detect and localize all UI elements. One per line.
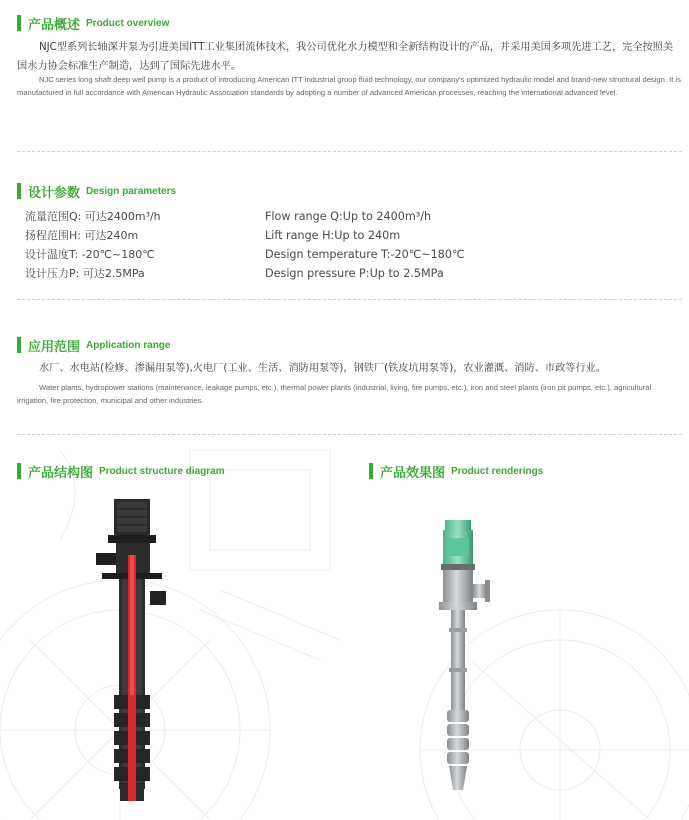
application-heading	[17, 336, 170, 354]
structure-title-cn: 产品结构图	[28, 465, 94, 481]
section-divider	[17, 434, 682, 435]
param-flow-cn: 流量范围Q: 可达2400m³/h	[25, 210, 161, 223]
design-title-cn: 设计参数	[28, 185, 81, 201]
param-flow-en: Flow range Q:Up to 2400m³/h	[265, 210, 432, 223]
heading-accent-bar	[17, 15, 21, 31]
renderings-title-cn: 产品效果图	[380, 465, 446, 481]
application-text-cn: 水厂、水电站(检修、渗漏用泵等),火电厂(工业、生活、消防用泵等)，钢铁厂(铁皮坑用泵等)，农业灌溉、消防、市政等行业。	[39, 363, 607, 374]
heading-accent-bar	[17, 183, 21, 199]
overview-heading	[17, 14, 169, 32]
renderings-title-en: Product renderings	[451, 465, 544, 477]
pump-rendering-image	[425, 518, 505, 798]
param-temperature-cn: 设计温度T: -20℃~180℃	[25, 248, 155, 261]
structure-heading	[17, 462, 225, 480]
overview-text-en: NJC series long shaft deep well pump is a product of introducing American ITT industrial group fluid technology, our company's optimized hydraulic model and brand-new structural design. It is manufactured in full accordance with American Hydraulic Association standards by adopting a number of advanced American processes, reaching the international advanced level.	[17, 75, 681, 97]
overview-title-en: Product overview	[86, 17, 170, 29]
param-temperature-en: Design temperature T:-20℃~180℃	[265, 248, 465, 261]
design-heading	[17, 182, 176, 200]
section-divider	[17, 151, 682, 152]
application-text-en: Water plants, hydropower stations (maintenance, leakage pumps, etc.), thermal power plants (industrial, living, fire pumps, etc.), iron and steel plants (iron pit pumps, etc.), agricultural irrigation, fire protection, municipal and other industries.	[17, 383, 652, 405]
heading-accent-bar	[17, 337, 21, 353]
heading-accent-bar	[17, 463, 21, 479]
heading-accent-bar	[369, 463, 373, 479]
application-title-cn: 应用范围	[28, 339, 81, 355]
application-title-en: Application range	[86, 339, 171, 351]
param-pressure-cn: 设计压力P: 可达2.5MPa	[25, 267, 145, 280]
param-lift-cn: 扬程范围H: 可达240m	[25, 229, 139, 242]
design-title-en: Design parameters	[86, 185, 177, 197]
structure-title-en: Product structure diagram	[99, 465, 225, 477]
design-params-cn	[25, 207, 161, 283]
design-params-en	[265, 207, 465, 283]
pump-structure-diagram	[92, 495, 182, 805]
overview-text-cn: NJC型系列长轴深井泵为引进美国ITT工业集团流体技术，我公司优化水力模型和全新结构设计的产品，并采用美国多项先进工艺，完全按照美国水力协会标准生产制造，达到了国际先进水平。	[17, 42, 674, 72]
param-pressure-en: Design pressure P:Up to 2.5MPa	[265, 267, 444, 280]
renderings-heading	[369, 462, 543, 480]
section-divider	[17, 299, 682, 300]
param-lift-en: Lift range H:Up to 240m	[265, 229, 401, 242]
overview-title-cn: 产品概述	[28, 17, 81, 33]
